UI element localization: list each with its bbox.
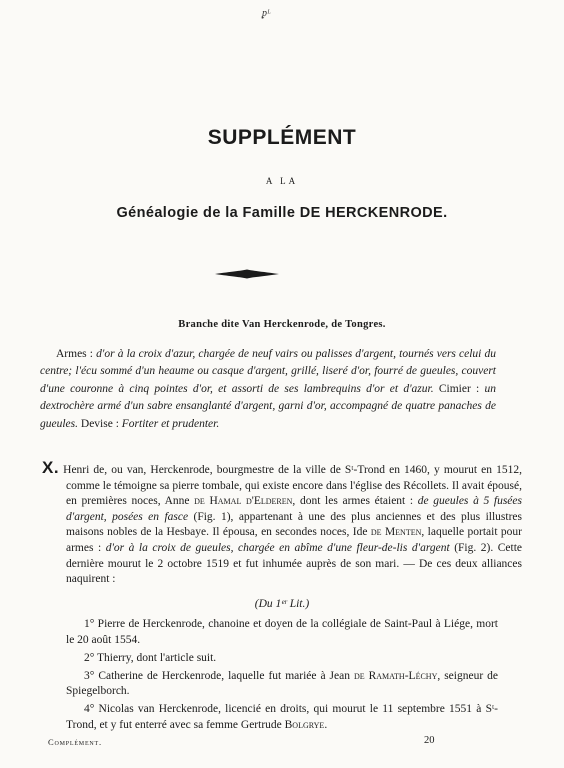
entry-text-5: (Fig. 2). Cette dernière mourut le 2 octobre 1519 et fut inhumée auprès de son mari. — De ces deux alliances naquirent : [66, 541, 522, 586]
cimier-label: Cimier : [433, 382, 485, 395]
lit-heading: (Du 1ᵉʳ Lit.) [254, 598, 310, 610]
entry-paragraph [42, 460, 522, 588]
entry-name-hamal: de Hamal d'Elderen [194, 495, 293, 508]
page-subtitle: Généalogie de la Famille DE HERCKENRODE. [116, 205, 448, 221]
children-list [66, 617, 498, 736]
ornament-divider-icon [214, 268, 280, 280]
devise-label: Devise : [78, 417, 122, 430]
footer-signature: Complément. [48, 737, 102, 747]
entry-text-3: (Fig. 1), appartenant à une des plus anciennes et des plus illustres maisons nobles de la Hesbaye. Il épousa, en secondes noces, Ide [66, 510, 522, 539]
entry-number: X. [42, 458, 60, 477]
list-item: 3° Catherine de Herckenrode, laquelle fut mariée à Jean de Ramath-Léchy, seigneur de Spiegelborch. [66, 669, 498, 698]
arms-paragraph [40, 346, 496, 433]
branch-heading: Branche dite Van Herckenrode, de Tongres. [178, 319, 386, 330]
entry-arms-1: de gueules à 5 fusées d'argent, posées en fasce [66, 495, 522, 523]
entry-arms-2: d'or à la croix de gueules, chargée en abîme d'une fleur-de-lis d'argent [105, 541, 450, 554]
page-title: SUPPLÉMENT [207, 126, 357, 149]
arms-blazon: d'or à la croix d'azur, chargée de neuf vairs ou palisses d'argent, tournés vers celui du centre; l'écu sommé d'un heaume ou casque d'argent, grillé, liseré d'or, fourré de gueules, couvert d'une couronne à cinq pointes d'or, et assorti de ses lambrequins d'or et d'azur. [40, 348, 497, 395]
entry-text-1: Henri de, ou van, Herckenrode, bourgmestre de la ville de Sᵗ-Trond en 1460, y mourut en 1512, comme le témoigne sa pierre tombale, qui existe encore dans l'église des Récollets. Il avait épousé, en premières noces, Anne [59, 464, 522, 508]
list-item: 4° Nicolas van Herckenrode, licencié en droits, qui mourut le 11 septembre 1551 à Sᵗ-Trond, et y fut enterré avec sa femme Gertrude Bolgrye. [66, 703, 498, 732]
entry-text-2: , dont les armes étaient : [292, 495, 418, 508]
cimier-text: un dextrochère armé d'un sabre ensanglanté d'argent, garni d'or, accompagné de quatre panaches de gueules. [40, 382, 497, 430]
list-item: 1° Pierre de Herckenrode, chanoine et doyen de la collégiale de Saint-Paul à Liége, mort le 20 août 1554. [66, 618, 498, 646]
list-item: 2° Thierry, dont l'article suit. [84, 651, 217, 664]
title-connector: A LA [265, 176, 299, 186]
page-number: 20 [424, 735, 435, 746]
arms-lead: Armes : [56, 348, 97, 360]
page-mark: ᵱᴸ [262, 8, 271, 19]
devise-text: Fortiter et prudenter. [121, 417, 220, 430]
entry-text-4: , laquelle portait pour armes : [66, 526, 523, 554]
entry-name-menten: de Menten [370, 526, 422, 539]
